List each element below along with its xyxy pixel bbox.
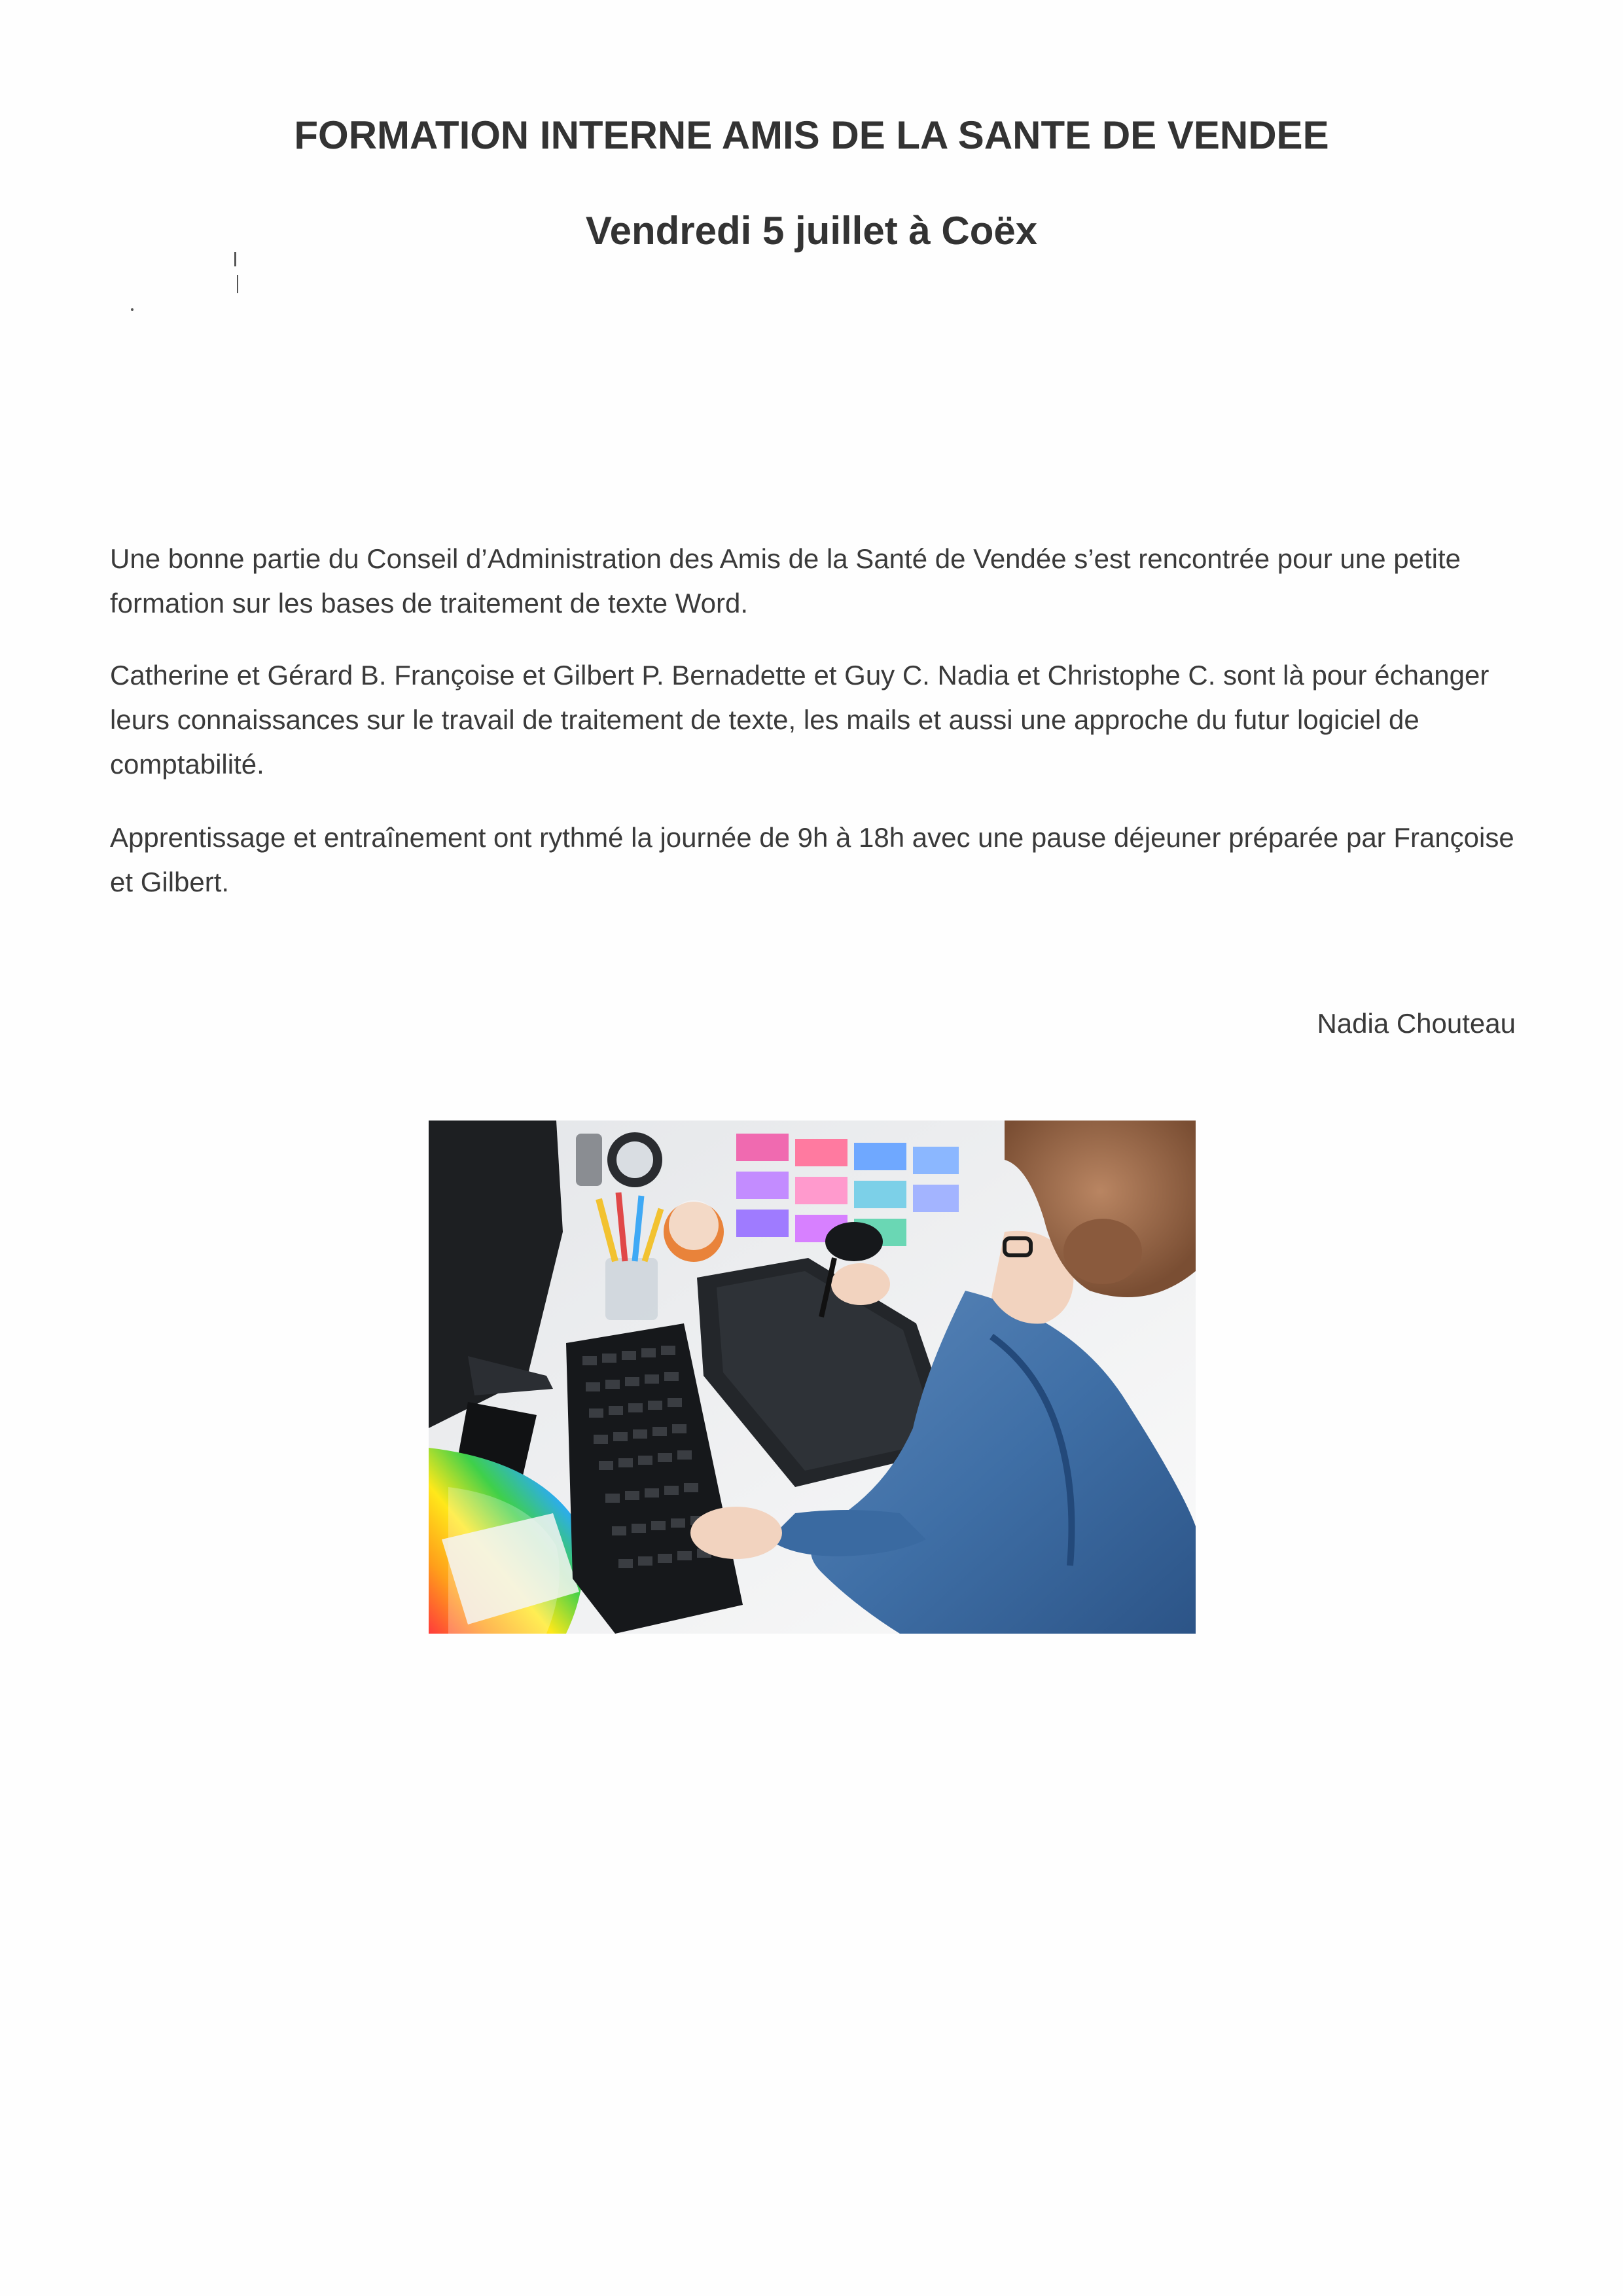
author-signature: Nadia Chouteau: [1317, 1008, 1516, 1039]
photo-illustration: [429, 1121, 1196, 1634]
scan-artifact: [234, 252, 236, 266]
office-photo: [429, 1121, 1196, 1634]
scan-artifact: [131, 308, 134, 311]
paragraph-intro: Une bonne partie du Conseil d’Administration des Amis de la Santé de Vendée s’est rencontrée pour une petite formation sur les bases de traitement de texte Word.: [110, 543, 1461, 619]
paragraph-participants: Catherine et Gérard B. Françoise et Gilbert P. Bernadette et Guy C. Nadia et Christophe C. sont là pour échanger leurs connaissances sur le travail de traitement de texte, les mails et aussi une approche du futur logiciel de comptabilité.: [110, 660, 1489, 780]
document-subtitle: Vendredi 5 juillet à Coëx: [585, 209, 1038, 253]
scan-artifact: [237, 275, 238, 293]
paragraph-schedule: Apprentissage et entraînement ont rythmé la journée de 9h à 18h avec une pause déjeuner préparée par Françoise et Gilbert.: [110, 822, 1514, 897]
document-title: FORMATION INTERNE AMIS DE LA SANTE DE VENDEE: [294, 113, 1329, 157]
